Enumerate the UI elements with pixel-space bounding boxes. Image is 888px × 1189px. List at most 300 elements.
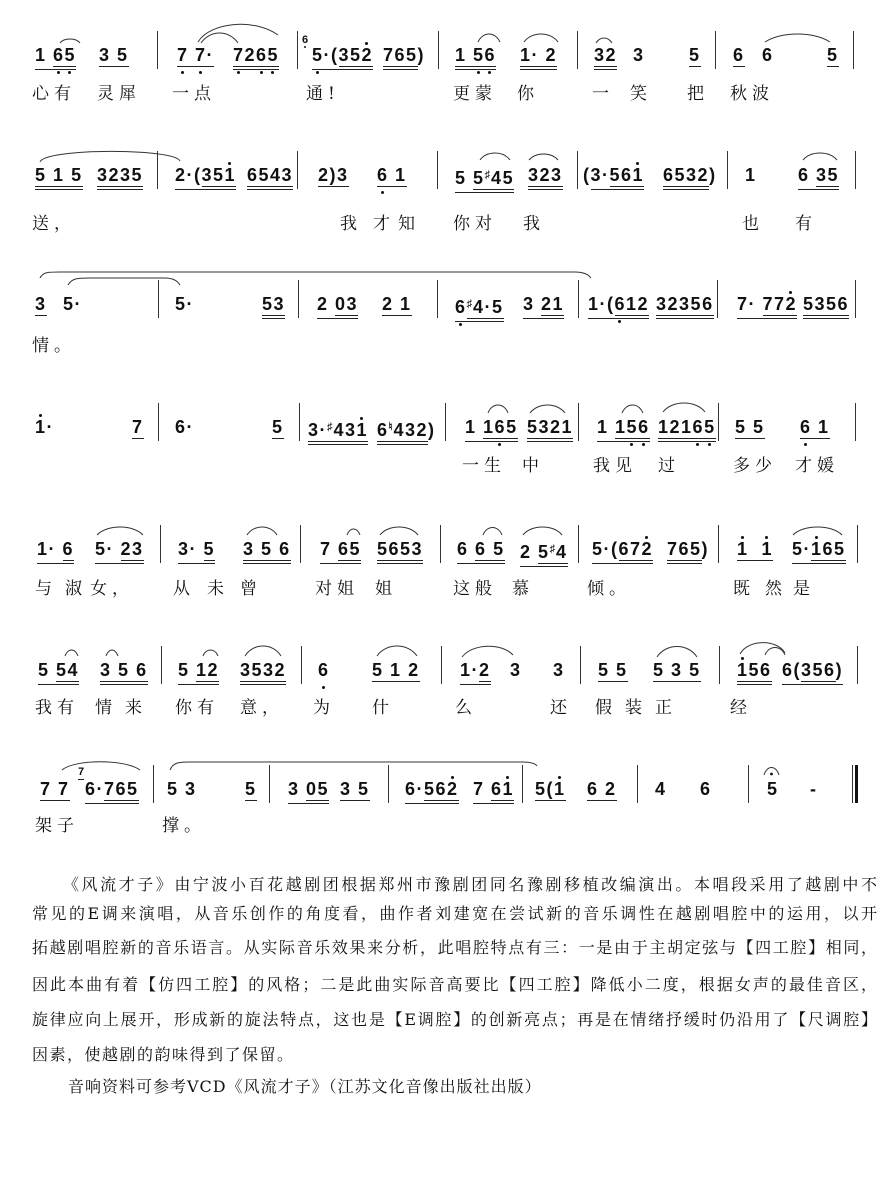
barline (715, 31, 716, 69)
slur (483, 528, 502, 536)
lyric: 为 (313, 698, 335, 718)
note-group (308, 418, 368, 445)
note-group (655, 780, 667, 798)
beam-line (317, 295, 358, 319)
note-group (35, 46, 76, 70)
note: 5 (803, 294, 815, 314)
note-group (312, 46, 373, 70)
barline (298, 280, 299, 318)
note: 1 (626, 294, 638, 314)
note: 1 (818, 417, 830, 437)
note: 2 (550, 417, 562, 437)
slur (663, 403, 705, 412)
lyric: 我有 (35, 698, 79, 718)
note: 1 (37, 539, 49, 559)
score-system (0, 661, 888, 721)
note-group (377, 540, 423, 564)
note: 6 (53, 45, 65, 65)
beam-line (202, 166, 237, 187)
slur (40, 151, 180, 162)
lyric: 未 (207, 579, 229, 599)
note: 5 (592, 539, 604, 559)
note-group (95, 540, 144, 564)
beam-line (594, 46, 617, 70)
slur (793, 527, 842, 535)
note: 6 (457, 539, 469, 559)
note: 3 (35, 294, 47, 314)
barline (437, 280, 438, 318)
barline (157, 31, 158, 69)
barline (857, 646, 858, 684)
beam-line (35, 166, 83, 187)
score-system (0, 766, 888, 840)
lyric: 慕 (512, 579, 534, 599)
note-group: 6· (175, 417, 195, 437)
note: 6 (377, 420, 389, 440)
slur (524, 34, 558, 42)
note: 3 (679, 294, 691, 314)
note: 5 (626, 417, 639, 437)
lyric: 知 (398, 214, 420, 234)
note: 3 (201, 165, 214, 185)
note: 6 (621, 165, 633, 185)
beam-line (803, 295, 849, 316)
note: 7 (177, 45, 189, 65)
note: 2 (669, 417, 682, 437)
beam-line (38, 661, 79, 685)
note: 6 (587, 779, 599, 799)
beam-line (811, 540, 846, 561)
note: 7 (762, 294, 775, 314)
note: 5 (792, 539, 804, 559)
barline (161, 646, 162, 684)
note: 6 (733, 45, 745, 65)
note-group (598, 661, 628, 682)
beam-line (243, 540, 291, 564)
barline (577, 151, 578, 189)
barline (297, 31, 298, 69)
note: 3 (243, 539, 255, 559)
note-group (633, 46, 645, 64)
slur (62, 762, 140, 770)
note-group (340, 780, 370, 801)
note: 3 (340, 779, 352, 799)
note-group (735, 418, 765, 439)
beam-line (523, 295, 564, 319)
note: 2 (447, 779, 459, 799)
barline (300, 525, 301, 563)
lyric: 我见 (593, 456, 637, 476)
beam-line (479, 661, 491, 682)
lyric: 曾 (240, 579, 262, 599)
note: 5 (473, 168, 485, 188)
note: 5 (258, 165, 271, 185)
note-group (240, 661, 286, 685)
note: 2 (318, 165, 330, 185)
lyric: 倾。 (587, 579, 631, 599)
note: 0 (335, 294, 347, 314)
barline (301, 646, 302, 684)
barline (748, 765, 749, 803)
beam-line (455, 295, 504, 322)
lyric: 还 (550, 698, 572, 718)
note: 2 (274, 660, 287, 680)
beam-line (288, 780, 329, 804)
note: 6 (837, 294, 850, 314)
commentary-line: 旋律应向上展开，形成新的旋法特点，这也是【E调腔】的创新亮点；再是在情绪抒缓时仍沿用了【尺调腔】 (32, 1011, 877, 1029)
beam-line (100, 661, 148, 685)
note: 5 (690, 294, 703, 314)
note: 5 (527, 417, 539, 437)
note: 5 (538, 542, 550, 562)
note: 6 (800, 417, 812, 437)
beam-line (653, 661, 701, 682)
note: 2 (697, 165, 710, 185)
note-group (689, 46, 701, 67)
note-group (553, 661, 565, 679)
lyric: 淑 (65, 579, 87, 599)
beam-line (528, 166, 563, 187)
note: 7 (195, 45, 207, 65)
note: 6 (455, 297, 467, 317)
note: 3 (686, 165, 698, 185)
note: 3 (510, 660, 522, 680)
note-group (587, 780, 617, 801)
lyric: 心有 (32, 84, 76, 104)
note: 3 (132, 539, 144, 559)
note-group: 5· (175, 294, 195, 314)
note-group (737, 540, 773, 561)
lyric: 通! (306, 84, 340, 104)
beam-line (598, 661, 628, 682)
note: 2 (108, 165, 121, 185)
note: 2 (361, 45, 374, 65)
beam-line (204, 540, 216, 561)
barline (578, 403, 579, 441)
note: 6 (302, 34, 309, 46)
note: 5 (203, 539, 216, 559)
note-group (465, 418, 518, 442)
slur (198, 24, 278, 42)
note: 3 (816, 165, 828, 185)
note-group (100, 661, 148, 685)
note: 7 (667, 539, 679, 559)
note: 6 (702, 294, 714, 314)
note: 6 (762, 45, 774, 65)
barline (158, 403, 159, 441)
note: 5 (689, 660, 701, 680)
slur (765, 34, 830, 42)
beam-line (594, 46, 617, 67)
note-group: 6532) (663, 166, 717, 190)
note: 3 (801, 660, 813, 680)
note: 5 (406, 45, 418, 65)
note: 5 (117, 45, 129, 65)
note: 1 (196, 660, 208, 680)
beam-line (473, 780, 514, 804)
lyric: 女， (90, 579, 134, 599)
note: 6 (175, 417, 187, 437)
beam-line (178, 661, 219, 685)
beam-line: 5·(352 (312, 46, 373, 70)
note: 5 (262, 294, 274, 314)
lyric: 姐 (375, 579, 397, 599)
beam-line (667, 540, 702, 561)
note-group (520, 46, 557, 70)
note-group (510, 661, 522, 679)
lyric: 才媛 (795, 456, 839, 476)
beam-line: 1·(612 (588, 295, 649, 319)
commentary-line: 因素，使越剧的韵味得到了保留。 (32, 1046, 295, 1064)
note: 5 (748, 660, 761, 680)
beam-line (99, 46, 129, 67)
note-group: 765) (667, 540, 709, 564)
note: 6 (136, 660, 148, 680)
note: 6 (405, 779, 417, 799)
beam-line (262, 295, 285, 319)
beam-line (587, 780, 617, 801)
note: 7 (78, 766, 85, 778)
beam-line (733, 46, 745, 67)
beam-line (465, 418, 518, 442)
barline (297, 151, 298, 189)
note: 1 (561, 417, 574, 437)
beam-line (97, 166, 143, 187)
note: 5 (358, 779, 370, 799)
note: 5 (400, 539, 412, 559)
note: 1 (460, 660, 472, 680)
note-group (700, 780, 712, 798)
beam-line (121, 540, 144, 561)
note: 2 (416, 420, 428, 440)
slur (347, 529, 360, 535)
beam-line (372, 661, 420, 682)
note: 5 (118, 660, 130, 680)
note: 1 (745, 165, 757, 185)
note: 2 (244, 45, 257, 65)
note: 5 (131, 165, 144, 185)
note: 2 (120, 539, 133, 559)
beam-line (520, 46, 557, 70)
lyric: 送， (32, 214, 76, 234)
slur (596, 38, 612, 43)
note: 3 (240, 660, 252, 680)
beam-line (737, 540, 773, 561)
beam-line (610, 166, 645, 187)
note: 5 (674, 165, 687, 185)
note: 1 (395, 165, 407, 185)
beam-line: 3·♯431 (308, 420, 369, 440)
lyric: 正 (655, 698, 677, 718)
lyric: 经 (730, 698, 752, 718)
lyric: 撑。 (162, 816, 206, 836)
beam-line: 1· 2 (520, 45, 558, 65)
note: 6 (663, 165, 675, 185)
note-group (247, 166, 293, 190)
beam-line (763, 295, 798, 316)
beam-line (798, 166, 839, 190)
barline (719, 646, 720, 684)
lyric: 我 (340, 214, 362, 234)
lyric: 是 (793, 579, 815, 599)
note: 1 (658, 417, 670, 437)
note: 0 (306, 779, 318, 799)
note: 6 (475, 539, 487, 559)
note: 6 (678, 539, 691, 559)
beam-line (335, 295, 358, 316)
note-group (99, 46, 129, 67)
beam-line (483, 418, 518, 439)
note: 4 (67, 660, 80, 680)
note: 5 (492, 297, 504, 317)
note: 5 (424, 779, 436, 799)
beam-line (233, 46, 279, 67)
beam-line (63, 540, 75, 561)
note: 1 (632, 165, 645, 185)
note-group: 6♮432) (377, 418, 436, 445)
beam-line (306, 780, 329, 801)
note-group (460, 661, 491, 685)
note: 2 (207, 660, 220, 680)
note-group (243, 540, 291, 564)
lyric: 才 (373, 214, 395, 234)
note: 6 (435, 779, 448, 799)
beam-line (528, 166, 563, 190)
note: 5 (377, 539, 389, 559)
note: 6 (618, 539, 631, 559)
note: 3 (411, 539, 424, 559)
note: 3 (528, 165, 540, 185)
note: 2 (382, 294, 394, 314)
beam-line (663, 166, 709, 190)
barline (438, 31, 439, 69)
barline (857, 525, 858, 563)
note: 2 (545, 45, 558, 65)
lyric: 你 (517, 84, 539, 104)
note: 6 (760, 660, 772, 680)
note: 6 (318, 660, 330, 680)
note-group (588, 295, 649, 319)
note: 2 (408, 660, 420, 680)
beam-line (247, 166, 293, 187)
note-group (167, 780, 197, 798)
note: 5 (473, 45, 485, 65)
note: 6 (692, 417, 705, 437)
slur (203, 650, 218, 656)
beam-line (735, 418, 765, 439)
note: 5 (213, 165, 225, 185)
note-group (38, 661, 79, 685)
lyric: 情 (95, 698, 117, 718)
beam-line (457, 540, 505, 564)
lyric: 什 (372, 698, 394, 718)
note: 5 (616, 660, 628, 680)
accidental: ♯ (484, 169, 491, 181)
slur (377, 646, 417, 656)
note-group (178, 540, 215, 564)
note: 3 (337, 165, 349, 185)
beam-line: 7· 772 (737, 295, 797, 319)
score-system (0, 418, 888, 478)
slur (529, 154, 558, 160)
lyric: 一生 (462, 456, 506, 476)
barline (269, 765, 270, 803)
beam-line (383, 46, 418, 67)
note: 1 (681, 417, 693, 437)
lyric: 既 (733, 579, 755, 599)
note: 2 (605, 779, 617, 799)
note: 5 (812, 660, 825, 680)
commentary-line: 《风流才子》由宁波小百花越剧团根据郑州市豫剧团同名豫剧移植改编演出。本唱段采用了越剧中不 (63, 876, 877, 894)
beam-line (800, 418, 830, 439)
barline (855, 151, 856, 189)
note: 1 (53, 165, 65, 185)
note-group (745, 166, 757, 184)
beam-line (455, 166, 514, 193)
fermata-icon (764, 768, 779, 776)
note-group (35, 295, 47, 316)
slur (106, 650, 118, 656)
note: 5 (56, 660, 68, 680)
beam-line: 5· 23 (95, 540, 144, 564)
lyric: 多少 (733, 456, 777, 476)
accidental: ♯ (466, 298, 473, 310)
note: 6 (824, 660, 836, 680)
note-group (792, 540, 846, 564)
accidental: ♯ (327, 421, 333, 433)
beam-line (455, 46, 496, 67)
note: 6 (484, 45, 497, 65)
slur (523, 527, 562, 535)
beam-line (100, 661, 148, 682)
note: 3 (99, 45, 111, 65)
note: 3 (185, 779, 197, 799)
note: 3 (553, 660, 565, 680)
note: 5 (350, 45, 362, 65)
note: 6 (491, 779, 503, 799)
beam-line: 5(1 (535, 779, 566, 799)
note-group (594, 46, 617, 70)
barline (718, 525, 719, 563)
note: 5 (735, 417, 747, 437)
note: 3 (404, 420, 417, 440)
barline (577, 31, 578, 69)
note-group (782, 661, 843, 685)
note-group (527, 418, 573, 442)
beam-line (424, 780, 459, 801)
barline (578, 280, 579, 318)
note-group: 1· (35, 417, 55, 437)
note: 1 (737, 539, 749, 559)
final-barline-thick (855, 765, 858, 803)
beam-line (619, 540, 654, 561)
beam-line (658, 418, 716, 439)
slur (530, 405, 565, 413)
note: 1 (465, 417, 477, 437)
note: 7 (774, 294, 786, 314)
note: 4 (556, 542, 568, 562)
commentary-line: 因此本曲有着【仿四工腔】的风格；二是此曲实际音高要比【四工腔】降低小二度，根据女声的最佳音区， (32, 976, 877, 994)
note-group (405, 780, 459, 804)
note: 1 (615, 417, 627, 437)
note-group (737, 295, 797, 319)
note: 2 (605, 45, 618, 65)
slur (97, 527, 143, 535)
note-group (262, 295, 285, 319)
note-group (737, 661, 772, 685)
barline (578, 525, 579, 563)
beam-line (233, 46, 279, 70)
